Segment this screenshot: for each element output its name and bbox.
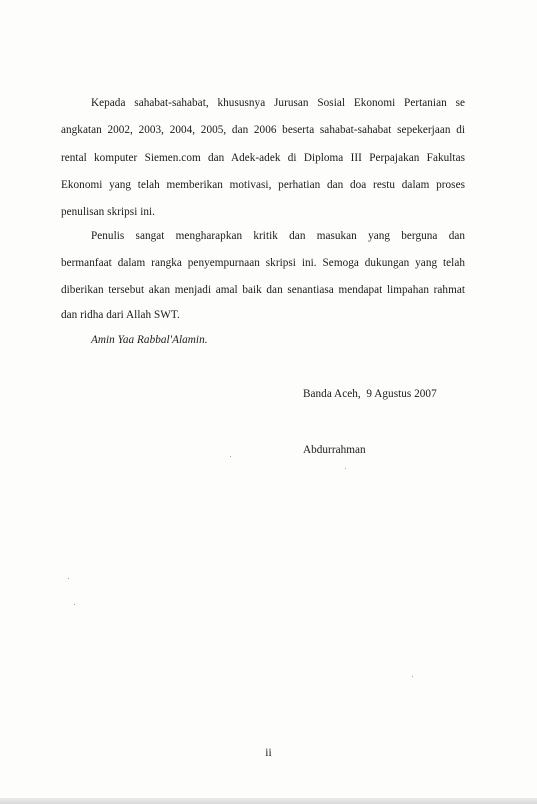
paragraph-2-line-1: Penulis sangat mengharapkan kritik dan masukan yang berguna dan — [91, 230, 465, 242]
closing-prayer: Amin Yaa Rabbal'Alamin. — [91, 334, 208, 346]
page-number: ii — [265, 747, 272, 759]
paragraph-2-line-3: diberikan tersebut akan menjadi amal baik dan senantiasa mendapat limpahan rahmat — [61, 284, 465, 296]
scan-speck — [68, 578, 69, 579]
paragraph-1-line-1: Kepada sahabat-sahabat, khususnya Jurusan Sosial Ekonomi Pertanian se — [91, 97, 465, 109]
paragraph-2-line-4: dan ridha dari Allah SWT. — [61, 309, 180, 321]
scan-bottom-edge — [0, 798, 537, 804]
scan-speck — [412, 676, 413, 677]
paragraph-1-line-3: rental komputer Siemen.com dan Adek-adek di Diploma III Perpajakan Fakultas — [61, 152, 465, 164]
scan-speck — [74, 604, 75, 605]
paragraph-1-line-5: penulisan skripsi ini. — [61, 206, 156, 218]
paragraph-1-line-4: Ekonomi yang telah memberikan motivasi, perhatian dan doa restu dalam proses — [61, 179, 465, 191]
scan-speck — [230, 456, 231, 457]
paragraph-1-line-2: angkatan 2002, 2003, 2004, 2005, dan 2006 beserta sahabat-sahabat sepekerjaan di — [61, 124, 465, 136]
place-date: Banda Aceh, 9 Agustus 2007 — [303, 388, 437, 400]
paragraph-2-line-2: bermanfaat dalam rangka penyempurnaan skripsi ini. Semoga dukungan yang telah — [61, 257, 465, 269]
author-name: Abdurrahman — [303, 444, 366, 456]
scan-speck — [345, 468, 346, 469]
